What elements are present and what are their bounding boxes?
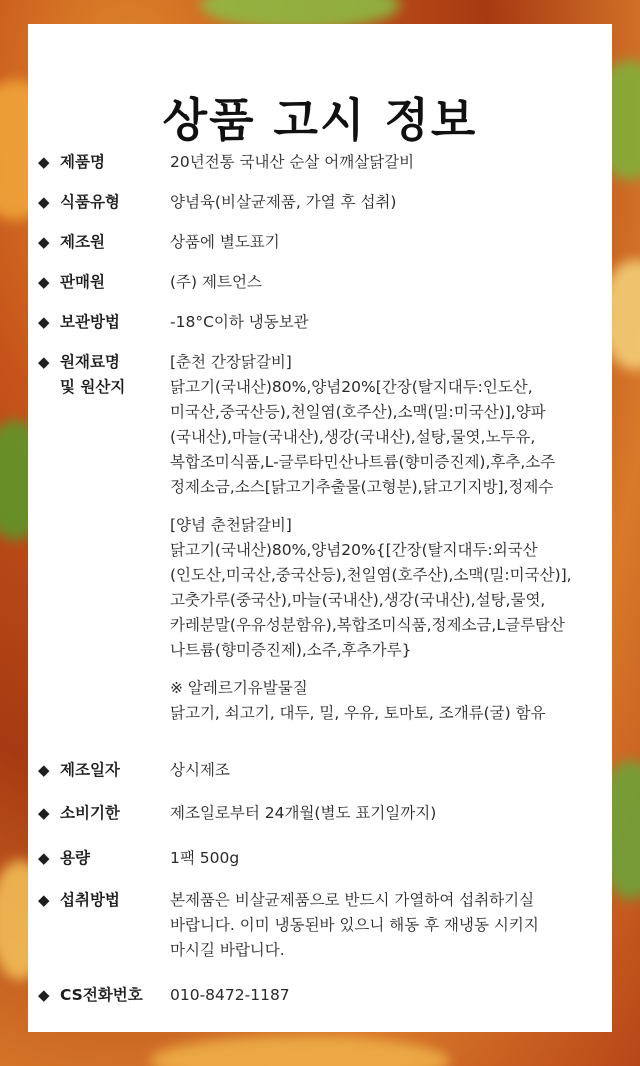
row-value: 상품에 별도표기 xyxy=(170,233,280,251)
ingredients-line: (인도산,미국산,중국산등),천일염(호주산),소맥(밀:미국산)], xyxy=(170,566,572,584)
row-label: CS전화번호 xyxy=(60,986,143,1004)
row-label: 제조원 xyxy=(60,233,105,251)
row-value: 양념육(비살균제품, 가열 후 섭취) xyxy=(170,193,397,211)
bullet-diamond-icon: ◆ xyxy=(38,761,50,779)
row-value: 마시길 바랍니다. xyxy=(170,941,285,959)
bullet-diamond-icon: ◆ xyxy=(38,891,50,909)
ingredients-line: 정제소금,소스[닭고기추출물(고형분),닭고기지방],정제수 xyxy=(170,478,554,496)
ingredients-line: 카레분말(우유성분함유),복합조미식품,정제소금,L글루탐산 xyxy=(170,616,565,634)
row-value: 본제품은 비살균제품으로 반드시 가열하여 섭취하기실 xyxy=(170,891,535,909)
row-label: 식품유형 xyxy=(60,193,120,211)
product-info-card xyxy=(28,24,612,1032)
bullet-diamond-icon: ◆ xyxy=(38,233,50,251)
ingredients-line: 복합조미식품,L-글루타민산나트륨(향미증진제),후추,소주 xyxy=(170,453,556,471)
row-label: 원재료명 xyxy=(60,353,120,371)
phone-number: 010-8472-1187 xyxy=(170,986,290,1004)
row-value: (주) 제트언스 xyxy=(170,273,262,291)
allergen-heading: ※ 알레르기유발물질 xyxy=(170,679,308,697)
row-label: 용량 xyxy=(60,849,90,867)
bullet-diamond-icon: ◆ xyxy=(38,313,50,331)
row-value: 20년전통 국내산 순살 어깨살닭갈비 xyxy=(170,153,415,171)
ingredients-block-2-heading: [양념 춘천닭갈비] xyxy=(170,516,292,534)
row-label: 섭취방법 xyxy=(60,891,120,909)
row-value: 제조일로부터 24개월(별도 표기일까지) xyxy=(170,804,437,822)
row-label: 제조일자 xyxy=(60,761,120,779)
row-value: 상시제조 xyxy=(170,761,230,779)
allergen-list: 닭고기, 쇠고기, 대두, 밀, 우유, 토마토, 조개류(굴) 함유 xyxy=(170,704,546,722)
row-value: -18°C이하 냉동보관 xyxy=(170,313,309,331)
bullet-diamond-icon: ◆ xyxy=(38,273,50,291)
row-label: 제품명 xyxy=(60,153,105,171)
ingredients-line: 나트륨(향미증진제),소주,후추가루} xyxy=(170,641,412,659)
row-value: 바랍니다. 이미 냉동된바 있으니 해동 후 재냉동 시키지 xyxy=(170,916,539,934)
bullet-diamond-icon: ◆ xyxy=(38,849,50,867)
row-label: 보관방법 xyxy=(60,313,120,331)
ingredients-block-1-heading: [춘천 간장닭갈비] xyxy=(170,353,292,371)
row-label: 소비기한 xyxy=(60,804,120,822)
page-title: 상품 고시 정보 xyxy=(162,93,478,147)
ingredients-line: 닭고기(국내산)80%,양념20%{[간장(탈지대두:외국산 xyxy=(170,541,538,559)
bullet-diamond-icon: ◆ xyxy=(38,353,50,371)
bullet-diamond-icon: ◆ xyxy=(38,193,50,211)
bullet-diamond-icon: ◆ xyxy=(38,986,50,1004)
ingredients-line: 미국산,중국산등),천일염(호주산),소맥(밀:미국산)],양파 xyxy=(170,403,546,421)
bullet-diamond-icon: ◆ xyxy=(38,153,50,171)
ingredients-line: (국내산),마늘(국내산),생강(국내산),설탕,물엿,노두유, xyxy=(170,428,536,446)
row-label-continued: 및 원산지 xyxy=(60,378,126,396)
ingredients-line: 고춧가루(중국산),마늘(국내산),생강(국내산),설탕,물엿, xyxy=(170,591,546,609)
ingredients-line: 닭고기(국내산)80%,양념20%[간장(탈지대두:인도산, xyxy=(170,378,533,396)
bullet-diamond-icon: ◆ xyxy=(38,804,50,822)
row-value: 1팩 500g xyxy=(170,849,240,867)
row-label: 판매원 xyxy=(60,273,105,291)
